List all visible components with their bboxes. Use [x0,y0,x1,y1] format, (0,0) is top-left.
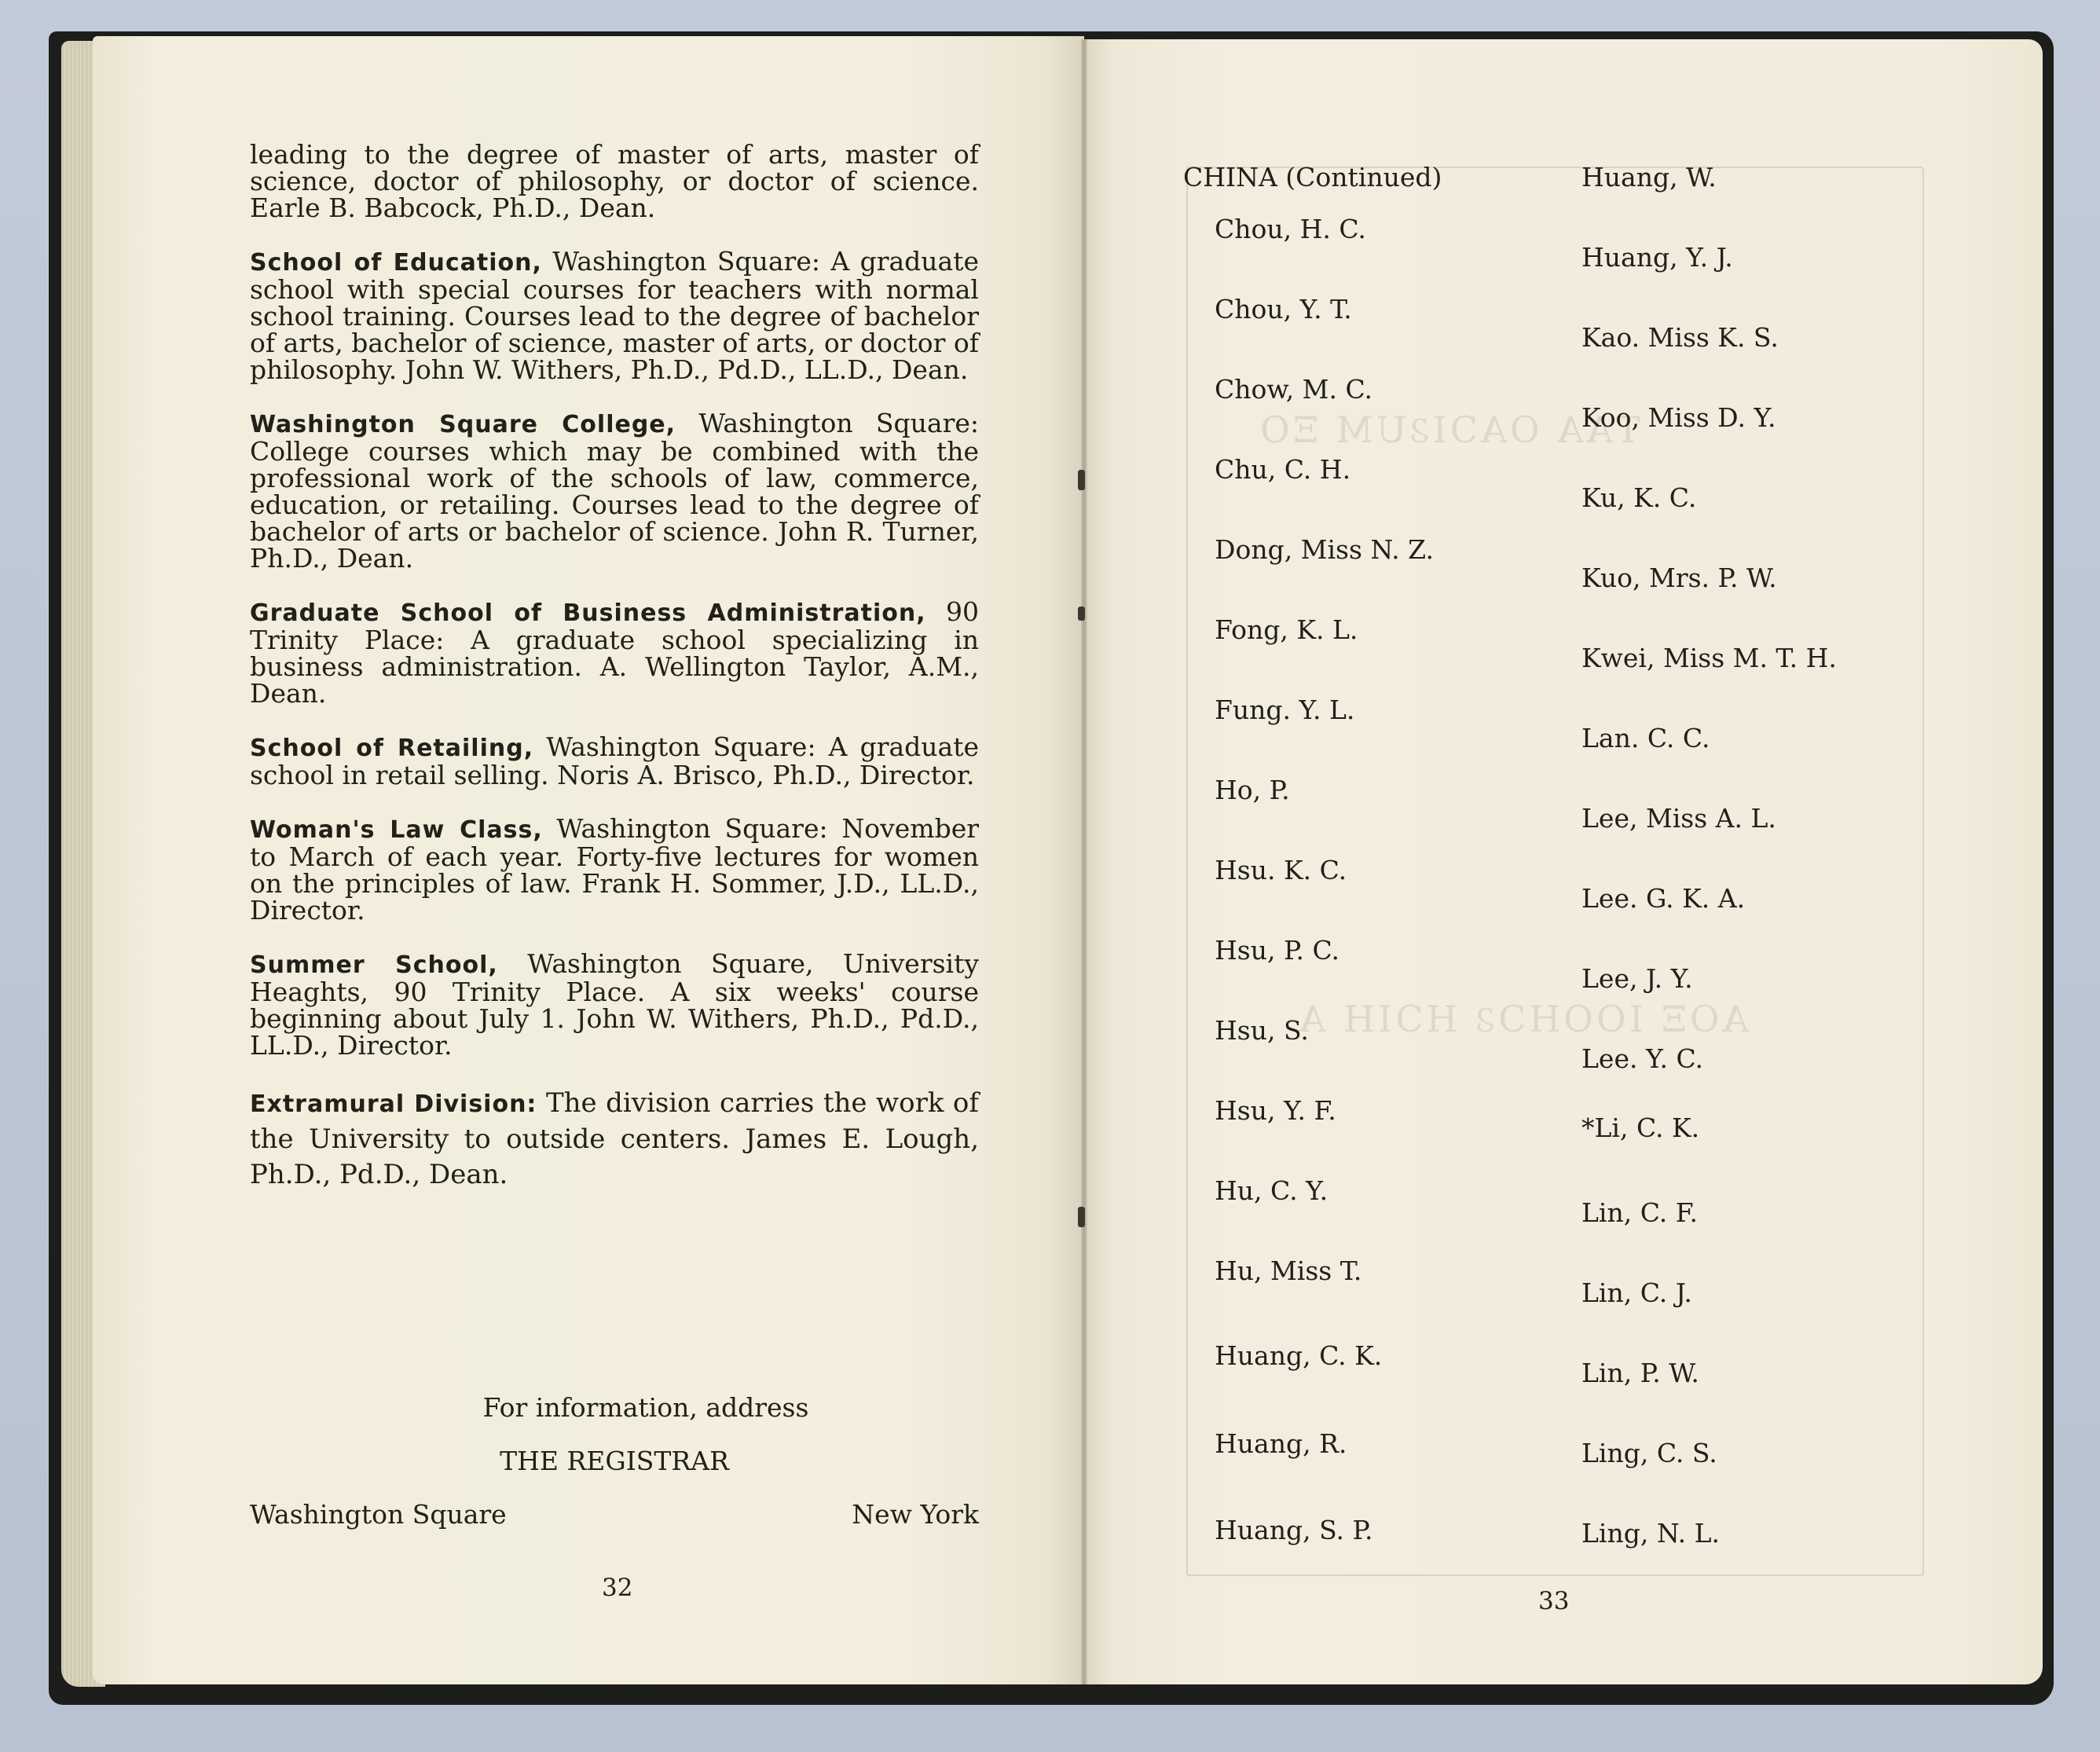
section-law-class [250,813,980,925]
section-text: Washington Square: College courses which may be combined with the professional work of the schools of law, commerce, education, or retailing. Courses lead to the degree of bachelor of arts or bachelor of science. John R. Turner, Ph.D., Dean. [250,408,979,574]
name-entry: Lan. C. C. [1581,723,1710,753]
address-line [250,1499,979,1530]
left-page-text [250,141,979,1193]
name-entry: Hsu. K. C. [1215,855,1347,885]
name-entry: Hsu, P. C. [1215,935,1340,966]
name-entry: Dong, Miss N. Z. [1215,534,1434,565]
section-summer [250,948,979,1061]
section-business [250,596,980,709]
section-text: Washington Square: A graduate school with special courses for teachers with normal school training. Courses lead to the degree of bachelor of arts, bachelor of science, master of arts, or doctor of philosophy. John W. Withers, Ph.D., Pd.D., LL.D., Dean. [250,246,979,385]
name-entry: Hu, C. Y. [1215,1175,1329,1206]
name-entry: Lin, C. F. [1581,1197,1699,1228]
name-entry: Huang, R. [1215,1428,1347,1459]
name-entry: Huang, Y. J. [1581,242,1733,273]
binding-stitch [1078,1207,1085,1227]
section-text: Washington Square, University Heaghts, 90 Trinity Place. A six weeks' course beginning about July 1. John W. Withers, Ph.D., Pd.D., LL.D., Director. [250,948,979,1061]
binding-stitch [1078,607,1085,621]
section-education [250,248,979,383]
name-entry: Lee. G. K. A. [1581,883,1746,914]
name-entry: Huang, W. [1581,162,1717,192]
section-heading: Woman's Law Class, [250,816,543,844]
name-entry: Lee, Miss A. L. [1581,803,1776,834]
section-heading: School of Education, [250,249,542,277]
section-retailing [250,731,979,790]
address-right: New York [852,1499,979,1530]
intro-paragraph: leading to the degree of master of arts, master of science, doctor of philosophy, or doctor of science. Earle B. Babcock, Ph.D., Dean. [250,139,979,223]
section-extramural [250,1086,979,1193]
name-entry: Koo, Miss D. Y. [1581,402,1776,433]
section-heading: Summer School, [250,951,498,979]
name-entry: Fung. Y. L. [1215,695,1355,725]
section-heading: Extramural Division: [250,1090,537,1118]
address-left: Washington Square [250,1499,507,1530]
name-entry: Kao. Miss K. S. [1581,322,1779,353]
name-entry: Kwei, Miss M. T. H. [1581,643,1837,673]
name-entry: Chou, H. C. [1215,214,1366,244]
section-text: 90 Trinity Place: A graduate school specializing in business administration. A. Wellington Taylor, A.M., Dean. [250,596,980,709]
name-entry: Chu, C. H. [1215,454,1351,485]
name-entry: Lee, J. Y. [1581,963,1693,994]
name-entry: Fong, K. L. [1215,614,1358,645]
name-entry: Kuo, Mrs. P. W. [1581,563,1777,593]
name-entry: Chou, Y. T. [1215,294,1352,324]
section-text: Washington Square: A graduate school in retail selling. Noris A. Brisco, Ph.D., Director. [250,731,979,790]
name-entry: *Li, C. K. [1581,1112,1700,1143]
name-entry: Lin, C. J. [1581,1277,1692,1308]
book-gutter [1081,39,1087,1684]
name-entry: Huang, C. K. [1215,1340,1383,1371]
country-header: CHINA (Continued) [1183,162,1442,192]
name-entry: Ku, K. C. [1581,482,1697,513]
name-entry: Ho, P. [1215,775,1290,805]
bleed-through: ΤΑΑ ΟΑϽΙϨUM ΞΟ [1257,409,1640,451]
page-number-right: 33 [1538,1587,1570,1615]
name-entry: Ling, C. S. [1581,1438,1717,1468]
binding-stitch [1078,470,1085,490]
section-text: The division carries the work of the University to outside centers. James E. Lough, Ph.D., Pd.D., Dean. [250,1087,979,1190]
section-heading: School of Retailing, [250,735,534,762]
section-college [250,410,979,572]
name-entry: Hsu, Y. F. [1215,1095,1336,1126]
section-heading: Graduate School of Business Administration, [250,599,926,627]
name-entry: Hu, Miss T. [1215,1255,1362,1286]
name-entry: Huang, S. P. [1215,1515,1373,1545]
name-entry: Chow, M. C. [1215,374,1373,405]
name-entry: Ling, N. L. [1581,1518,1720,1549]
page-number-left: 32 [602,1574,633,1602]
name-entry: Lee. Y. C. [1581,1043,1704,1074]
name-entry: Lin, P. W. [1581,1358,1699,1388]
registrar: THE REGISTRAR [500,1446,729,1476]
section-heading: Washington Square College, [250,411,676,438]
name-entry: Hsu, S. [1215,1015,1309,1046]
info-line: For information, address [482,1392,809,1423]
section-text: Washington Square: November to March of each year. Forty-five lectures for women on the principles of law. Frank H. Sommer, J.D., LL.D., Director. [250,813,980,925]
bleed-through: ΑΟΞ ΙΟΟΗϽϨ ΗϽΙΗ Α [1296,998,1749,1040]
